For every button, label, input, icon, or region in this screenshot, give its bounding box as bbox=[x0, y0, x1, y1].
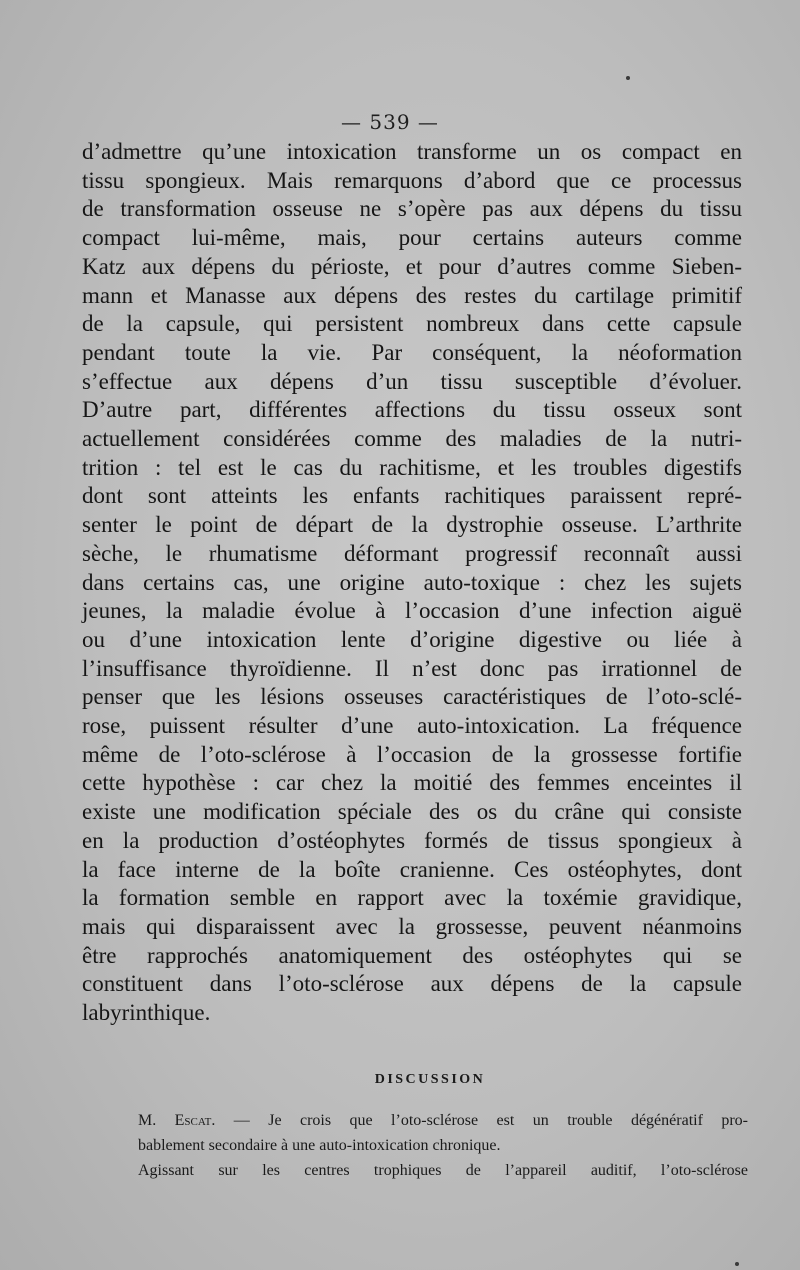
text-line: existe une modification spéciale des os du crâne qui consiste bbox=[82, 799, 742, 825]
text-line: de transformation osseuse ne s’opère pas aux dépens du tissu bbox=[82, 196, 742, 222]
page-number: — 539 — bbox=[341, 110, 439, 134]
text-line: la formation semble en rapport avec la toxémie gravidique, bbox=[82, 885, 742, 911]
text-line: D’autre part, différentes affections du tissu osseux sont bbox=[82, 397, 742, 423]
text-line: mais qui disparaissent avec la grossesse, peuvent néanmoins bbox=[82, 913, 742, 939]
text-line: la face interne de la boîte cranienne. Ces ostéophytes, dont bbox=[82, 856, 742, 882]
text-line: même de l’oto-sclérose à l’occasion de la grossesse fortifie bbox=[82, 741, 742, 767]
text-line: l’insuffisance thyroïdienne. Il n’est donc pas irrationnel de bbox=[82, 655, 742, 681]
text-line: tissu spongieux. Mais remarquons d’abord que ce processus bbox=[82, 167, 742, 193]
text-line: de la capsule, qui persistent nombreux dans cette capsule bbox=[82, 311, 742, 337]
main-paragraph bbox=[82, 138, 742, 1028]
text-line: dans certains cas, une origine auto-toxique : chez les sujets bbox=[82, 569, 742, 595]
text-line: en la production d’ostéophytes formés de tissus spongieux à bbox=[82, 827, 742, 853]
text-line: cette hypothèse : car chez la moitié des femmes enceintes il bbox=[82, 770, 742, 796]
text-line: d’admettre qu’une intoxication transforme un os compact en bbox=[82, 139, 742, 164]
speaker-name: M. Escat. bbox=[138, 1112, 216, 1129]
text-line: labyrinthique. bbox=[82, 1000, 211, 1026]
text-line: trition : tel est le cas du rachitisme, et les troubles digestifs bbox=[82, 454, 742, 480]
text-line: jeunes, la maladie évolue à l’occasion d’une infection aiguë bbox=[82, 598, 742, 624]
text-line: compact lui-même, mais, pour certains auteurs comme bbox=[82, 225, 742, 251]
text-line: senter le point de départ de la dystrophie osseuse. L’arthrite bbox=[82, 512, 742, 538]
discussion-line: bablement secondaire à une auto-intoxication chronique. bbox=[138, 1137, 501, 1154]
scan-speck bbox=[626, 76, 630, 80]
text-line: s’effectue aux dépens d’un tissu susceptible d’évoluer. bbox=[82, 368, 742, 394]
text-line: dont sont atteints les enfants rachitiques paraissent repré- bbox=[82, 483, 742, 509]
discussion-heading: DISCUSSION bbox=[374, 1072, 486, 1087]
discussion-line: Agissant sur les centres trophiques de l’appareil auditif, l’oto-sclérose bbox=[138, 1162, 748, 1179]
text-line: pendant toute la vie. Par conséquent, la néoformation bbox=[82, 339, 742, 365]
text-line: Katz aux dépens du périoste, et pour d’autres comme Sieben- bbox=[82, 253, 742, 279]
text-line: actuellement considérées comme des maladies de la nutri- bbox=[82, 426, 742, 452]
discussion-line bbox=[138, 1108, 748, 1133]
text-line: constituent dans l’oto-sclérose aux dépens de la capsule bbox=[82, 971, 742, 997]
scan-speck bbox=[735, 1262, 739, 1266]
discussion-line-rest: — Je crois que l’oto-sclérose est un trouble dégénératif pro- bbox=[215, 1112, 749, 1129]
text-line: rose, puissent résulter d’une auto-intoxication. La fréquence bbox=[82, 713, 742, 739]
text-line: ou d’une intoxication lente d’origine digestive ou liée à bbox=[82, 626, 742, 652]
discussion-text bbox=[138, 1108, 748, 1183]
text-line: sèche, le rhumatisme déformant progressif reconnaît aussi bbox=[82, 540, 742, 566]
text-line: penser que les lésions osseuses caractéristiques de l’oto-sclé- bbox=[82, 684, 742, 710]
text-line: être rapprochés anatomiquement des ostéophytes qui se bbox=[82, 942, 742, 968]
text-line: mann et Manasse aux dépens des restes du cartilage primitif bbox=[82, 282, 742, 308]
